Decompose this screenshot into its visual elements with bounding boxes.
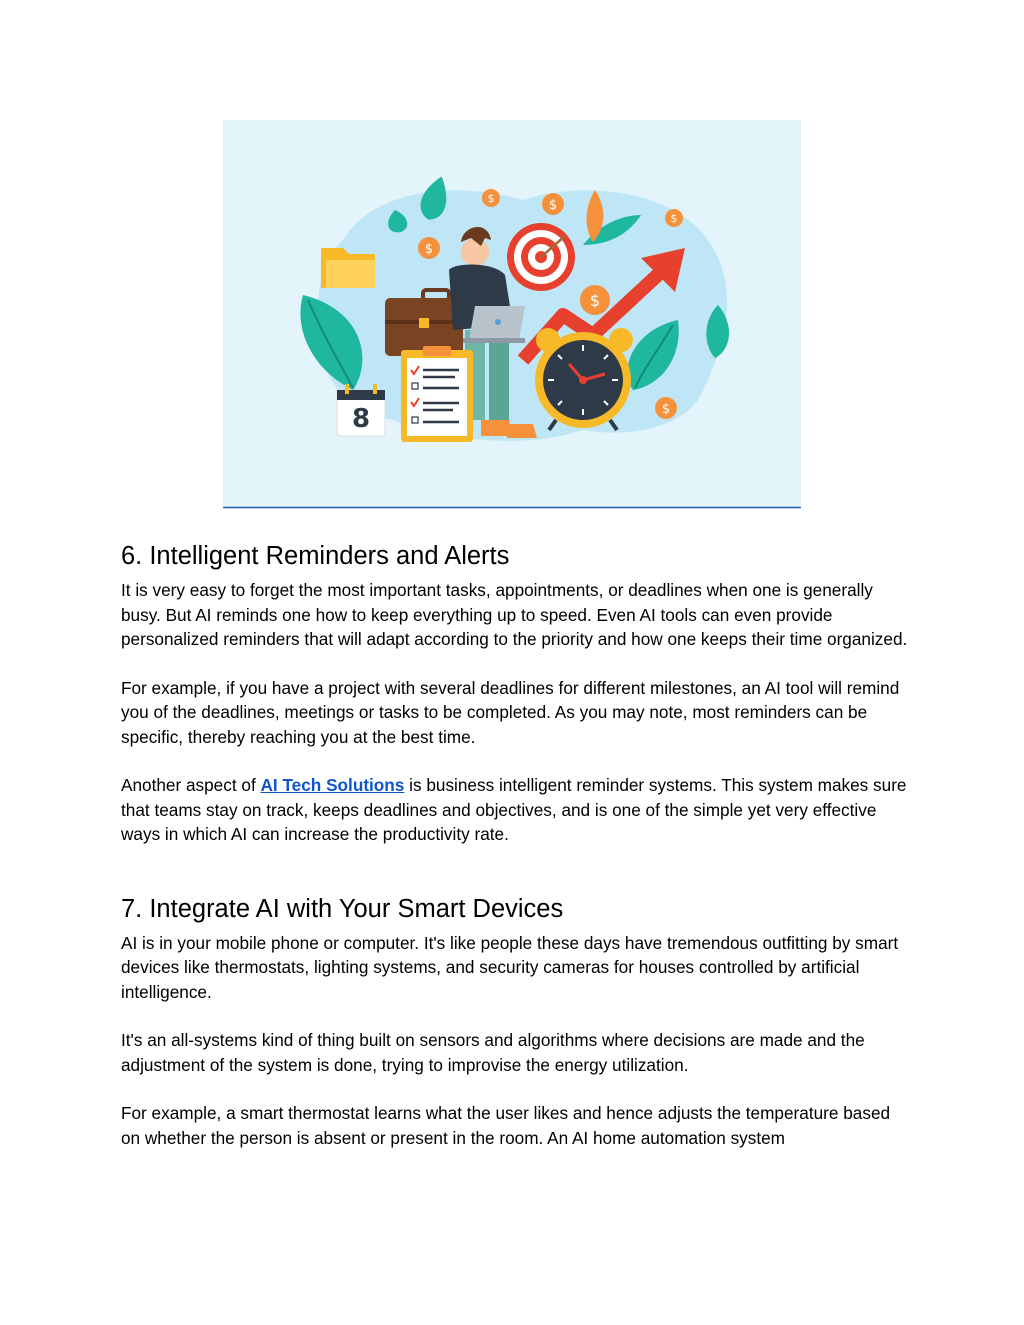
paragraph-with-link bbox=[121, 773, 911, 847]
productivity-illustration bbox=[223, 120, 801, 510]
coin-icon bbox=[482, 189, 500, 207]
target-icon bbox=[507, 223, 575, 291]
section-heading-reminders: 6. Intelligent Reminders and Alerts bbox=[121, 542, 510, 570]
coin-icon bbox=[542, 193, 564, 215]
coin-icon bbox=[418, 237, 440, 259]
paragraph: It's an all-systems kind of thing built on sensors and algorithms where decisions are made and the adjustment of the system is done, trying to improvise the energy utilization. bbox=[121, 1030, 865, 1075]
folder-icon bbox=[321, 248, 375, 288]
paragraph: For example, a smart thermostat learns what the user likes and hence adjusts the temperature based on whether the person is absent or present in the room. An AI home automation system bbox=[121, 1103, 891, 1148]
paragraph: For example, if you have a project with several deadlines for different milestones, an AI tool will remind you of the deadlines, meetings or tasks to be completed. As you may note, most reminders can be specific, thereby reaching you at the best time. bbox=[121, 677, 900, 747]
coin-icon bbox=[655, 397, 677, 419]
checklist-icon bbox=[401, 346, 473, 442]
svg-text:8: 8 bbox=[351, 404, 371, 434]
paragraph: AI is in your mobile phone or computer. It's like people these days have tremendous outfitting by smart devices like thermostats, lighting systems, and security cameras for houses controlled by artificial intelligence. bbox=[121, 932, 899, 1002]
coin-icon bbox=[665, 209, 683, 227]
svg-text:$: $ bbox=[670, 212, 678, 225]
svg-text:$: $ bbox=[424, 242, 434, 257]
svg-text:$: $ bbox=[589, 291, 601, 310]
article-content bbox=[121, 540, 911, 1174]
svg-text:$: $ bbox=[487, 192, 495, 205]
coin-icon bbox=[580, 285, 610, 315]
svg-text:$: $ bbox=[661, 402, 671, 417]
ai-tech-solutions-link[interactable]: AI Tech Solutions bbox=[260, 775, 405, 795]
section-heading-smart-devices: 7. Integrate AI with Your Smart Devices bbox=[121, 894, 564, 923]
paragraph-text: is business intelligent reminder systems. This system makes sure that teams stay on track, keeps deadlines and objectives, and is one of the simple yet very effective ways in which AI can increase the productivity rate. bbox=[121, 775, 907, 844]
paragraph-text: Another aspect of bbox=[121, 775, 261, 795]
paragraph: It is very easy to forget the most important tasks, appointments, or deadlines when one is generally busy. But AI reminds one how to keep everything up to speed. Even AI tools can even provide personalized reminders that will adapt according to the priority and how one keeps their time organized. bbox=[121, 580, 908, 649]
svg-text:$: $ bbox=[548, 198, 558, 213]
calendar-icon bbox=[337, 384, 385, 436]
